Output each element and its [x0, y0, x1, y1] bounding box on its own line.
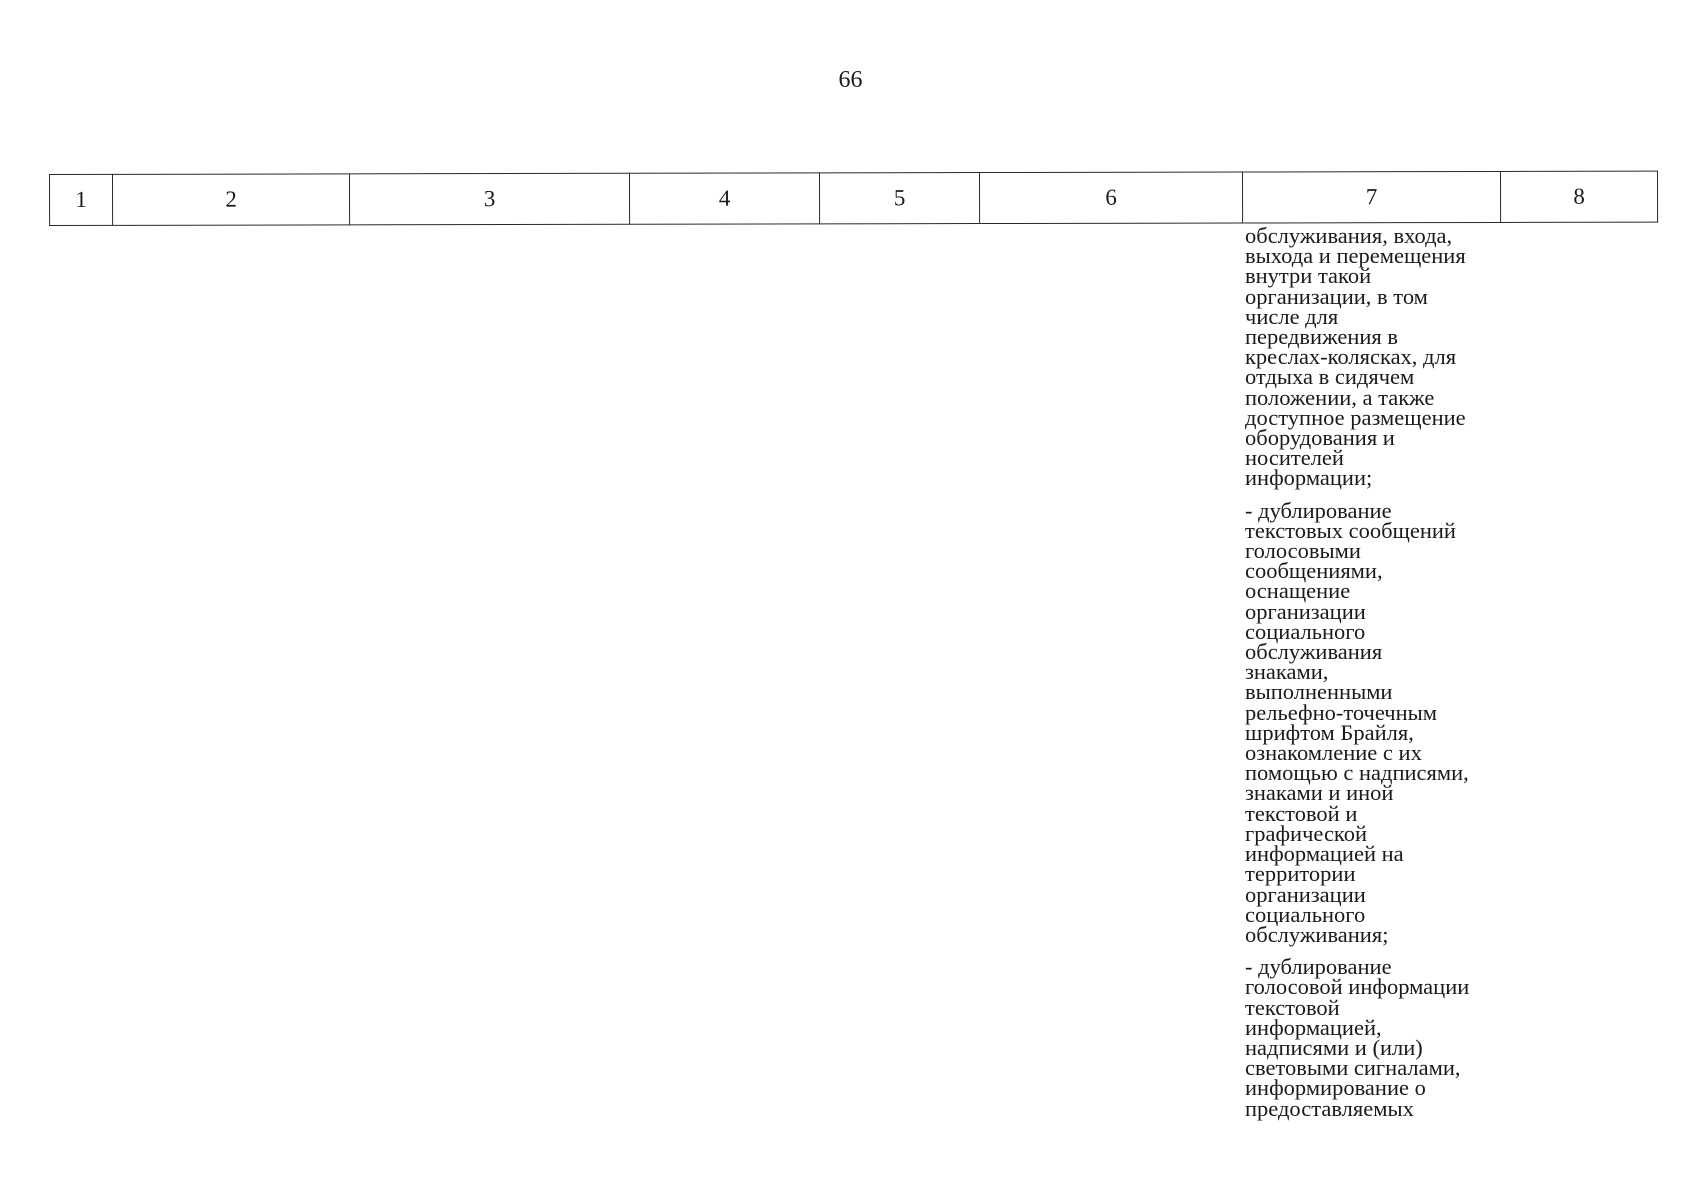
column-7-paragraph: - дублирование текстовых сообщений голосовыми сообщениями, оснащение организации социального обслуживания знаками, выполненными рельефно-точечным шрифтом Брайля, ознакомление с их помощью с надписями, знаками и иной текстовой и графической информацией на территории организации социального обслуживания;: [1245, 497, 1469, 947]
column-number-7: 7: [1242, 171, 1500, 223]
column-number-6: 6: [979, 172, 1242, 224]
column-7-paragraph: - дублирование голосовой информации текстовой информацией, надписями и (или) световыми сигналами, информирование о предоставляемых: [1245, 954, 1470, 1121]
column-number-5: 5: [819, 173, 979, 224]
column-number-header-table: [49, 171, 1658, 226]
column-7-cell-text: [1245, 223, 1515, 1131]
column-7-paragraph: обслуживания, входа, выхода и перемещения внутри такой организации, в том числе для передвижения в креслах-колясках, для отдыха в сидячем положении, а также доступное размещение оборудования и носителей информации;: [1245, 223, 1466, 491]
column-number-2: 2: [113, 174, 350, 225]
column-number-1: 1: [50, 174, 113, 225]
page-number: 66: [838, 67, 863, 93]
column-number-4: 4: [629, 173, 819, 224]
header-row: [50, 171, 1658, 225]
column-number-8: 8: [1500, 171, 1657, 222]
column-number-3: 3: [350, 173, 630, 225]
